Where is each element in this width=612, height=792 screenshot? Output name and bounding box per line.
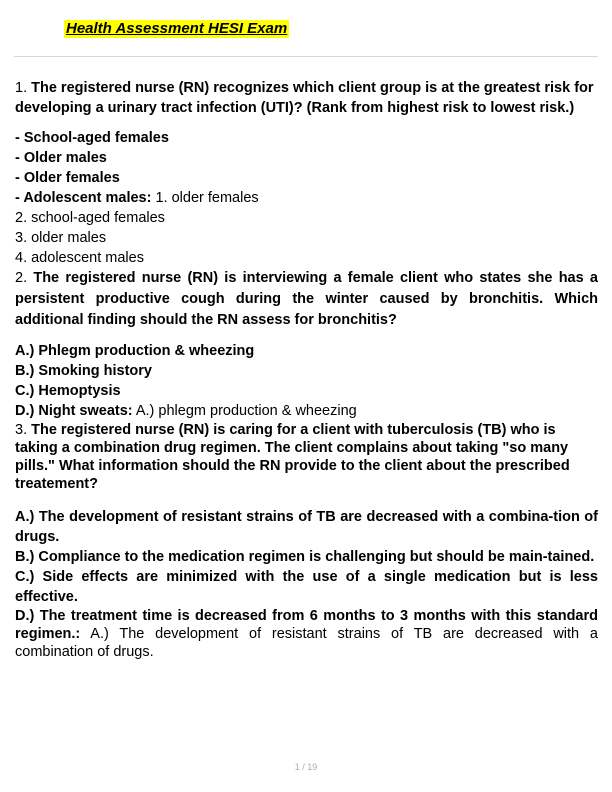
q1-option-4: - Adolescent males: <box>15 190 152 206</box>
q2-option-d: D.) Night sweats: <box>15 403 133 419</box>
q1-option-3: - Older females <box>15 170 120 186</box>
q1-answer-3: 3. older males <box>15 230 107 246</box>
q3-answer: A.) The development of resistant strains of TB are decreased with a combination of drugs. <box>15 626 598 660</box>
q2-answer: A.) phlegm production & wheezing <box>135 403 357 419</box>
question-2-text: The registered nurse (RN) is interviewing a female client who states she has a persistent productive cough during the winter caused by bronchitis. Which additional finding should the RN assess for bronchitis? <box>15 270 598 328</box>
question-3-number: 3. <box>15 422 28 438</box>
q2-option-a: A.) Phlegm production & wheezing <box>15 343 255 359</box>
document-body <box>15 78 598 661</box>
q3-option-b: B.) Compliance to the medication regimen is challenging but should be main-tained. <box>15 549 595 565</box>
question-1-number: 1. <box>15 80 28 96</box>
q3-option-a: A.) The development of resistant strains of TB are decreased with a combina-tion of drugs. <box>15 509 598 545</box>
question-1-text: The registered nurse (RN) recognizes which client group is at the greatest risk for developing a urinary tract infection (UTI)? (Rank from highest risk to lowest risk.) <box>15 80 594 116</box>
question-3-text: The registered nurse (RN) is caring for a client with tuberculosis (TB) who is taking a combination drug regimen. The client complains about taking "so many pills." What information should the RN provide to the client about the prescribed treatement? <box>15 422 570 492</box>
header-divider <box>14 56 598 57</box>
page-number: 1 / 19 <box>294 762 318 772</box>
q1-answer-4: 4. adolescent males <box>15 250 144 266</box>
q1-option-1: - School-aged females <box>15 130 169 146</box>
q3-option-d-with-answer <box>15 607 598 661</box>
q2-option-c: C.) Hemoptysis <box>15 383 121 399</box>
q1-option-4-with-answer <box>15 188 598 208</box>
q2-option-d-with-answer <box>15 401 598 421</box>
question-2 <box>15 268 598 331</box>
question-1 <box>15 78 598 118</box>
question-2-number: 2. <box>15 270 28 286</box>
q3-option-c: C.) Side effects are minimized with the use of a single medication but is less effective. <box>15 569 598 605</box>
question-3 <box>15 421 598 493</box>
document-title: Health Assessment HESI Exam <box>66 20 288 37</box>
q1-option-2: - Older males <box>15 150 107 166</box>
q1-answer-1: 1. older females <box>155 190 259 206</box>
q1-answer-2: 2. school-aged females <box>15 210 165 226</box>
q2-option-b: B.) Smoking history <box>15 363 152 379</box>
q3-option-d: D.) The treatment time is decreased from 6 months to 3 months with this standard regimen.: <box>15 608 598 642</box>
